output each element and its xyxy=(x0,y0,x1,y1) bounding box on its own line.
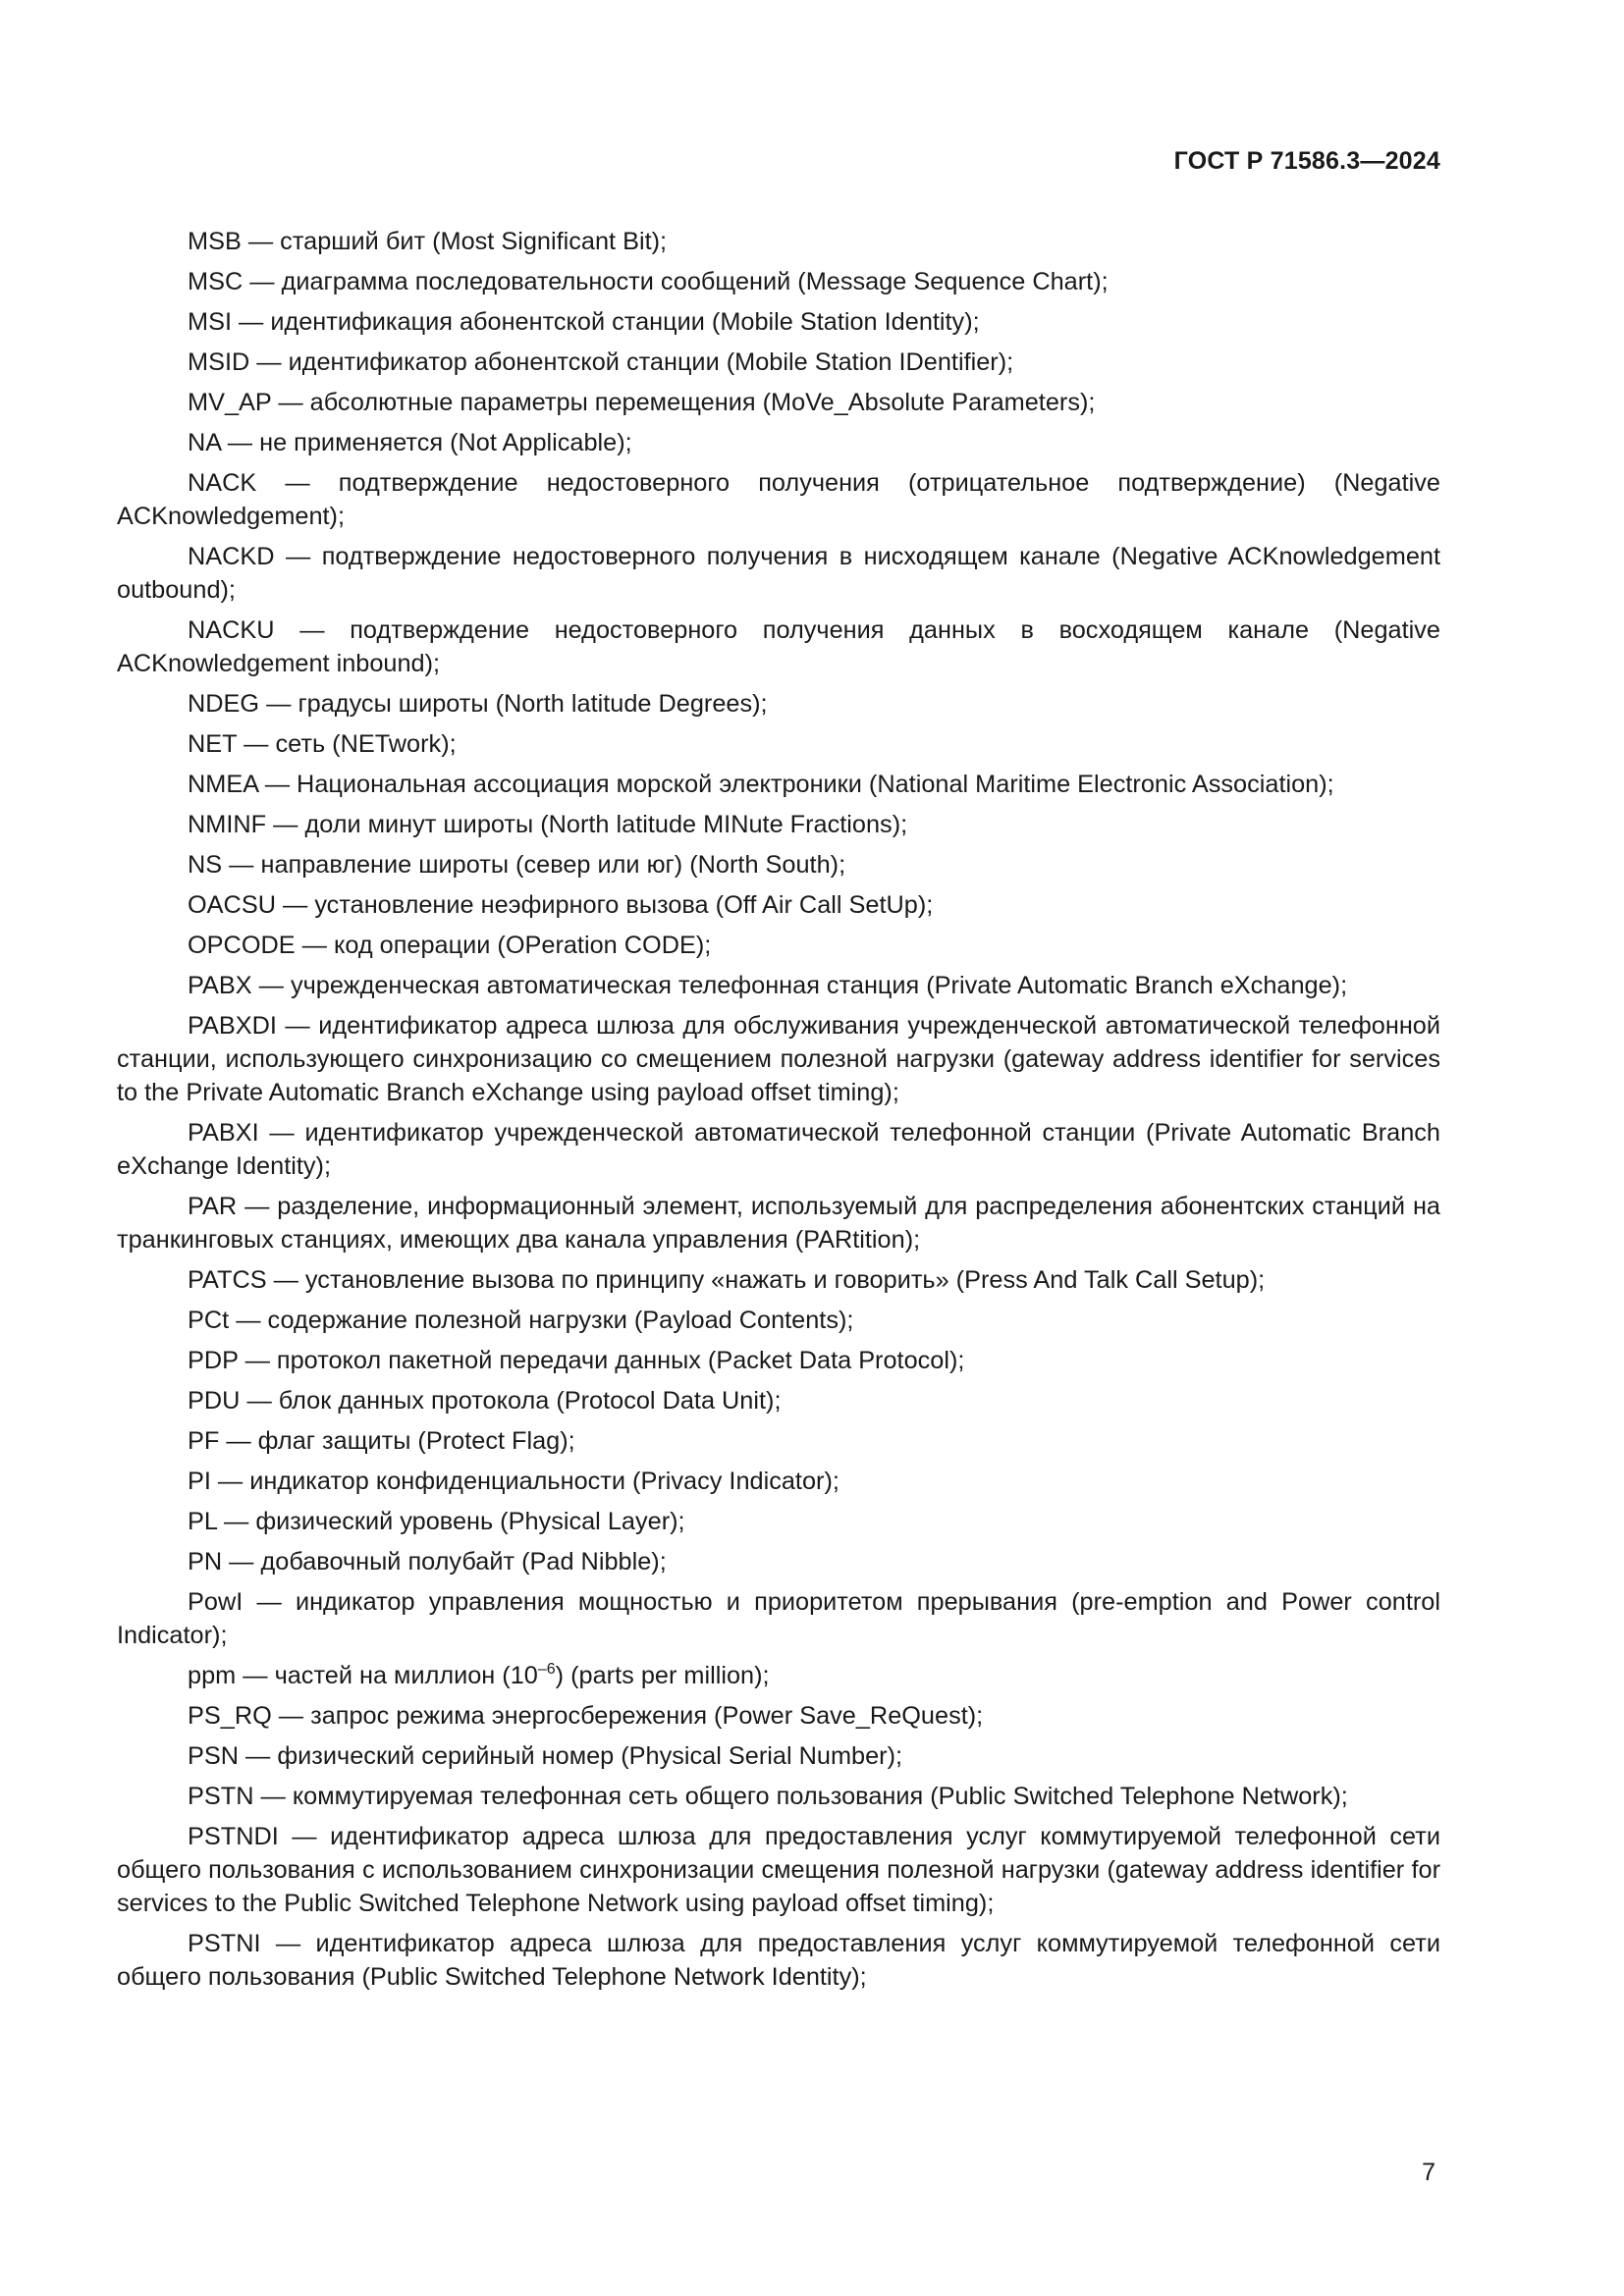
abbreviation-entry: NET — сеть (NETwork); xyxy=(188,730,457,758)
page-number: 7 xyxy=(1422,2159,1435,2186)
abbreviation-entry: PowI — индикатор управления мощностью и приоритетом прерывания (pre-emption and Power control Indicator); xyxy=(117,1588,1440,1649)
abbreviation-entry: PABXI — идентификатор учрежденческой автоматической телефонной станции (Private Automatic Branch eXchange Identity); xyxy=(117,1119,1440,1180)
abbreviation-entry: MSB — старший бит (Most Significant Bit); xyxy=(188,228,668,255)
abbreviation-entry: PAR — разделение, информационный элемент, используемый для распределения абонентских станций на транкинговых станциях, имеющих два канала управления (PARtition); xyxy=(117,1193,1440,1254)
abbreviation-entry: PATCS — установление вызова по принципу «нажать и говорить» (Press And Talk Call Setup); xyxy=(188,1266,1266,1294)
abbreviation-entry: PS_RQ — запрос режима энергосбережения (Power Save_ReQuest); xyxy=(188,1702,984,1730)
ppm-text-before: ppm — частей на миллион (10 xyxy=(188,1662,538,1689)
abbreviation-entry: PSN — физический серийный номер (Physical Serial Number); xyxy=(188,1742,903,1770)
abbreviation-entry: MSC — диаграмма последовательности сообщений (Message Sequence Chart); xyxy=(188,268,1109,295)
abbreviation-entry: MSI — идентификация абонентской станции (Mobile Station Identity); xyxy=(188,308,980,336)
abbreviation-entry: PDU — блок данных протокола (Protocol Data Unit); xyxy=(188,1387,782,1415)
abbreviation-entry-ppm xyxy=(117,1659,1440,1692)
abbreviation-entry: PABXDI — идентификатор адреса шлюза для обслуживания учрежденческой автоматической телефонной станции, использующего синхронизацию со смещением полезной нагрузки (gateway address identifier for services to the Private Automatic Branch eXchange using payload offset timing); xyxy=(117,1012,1440,1106)
abbreviation-entry: NDEG — градусы широты (North latitude Degrees); xyxy=(188,690,768,718)
abbreviation-entry: PABX — учрежденческая автоматическая телефонная станция (Private Automatic Branch eXchange); xyxy=(188,972,1348,999)
document-header: ГОСТ Р 71586.3—2024 xyxy=(1173,147,1440,175)
abbreviation-entry: PSTNI — идентификатор адреса шлюза для предоставления услуг коммутируемой телефонной сети общего пользования (Public Switched Telephone Network Identity); xyxy=(117,1930,1440,1991)
abbreviation-entry: NACK — подтверждение недостоверного получения (отрицательное подтверждение) (Negative ACKnowledgement); xyxy=(117,469,1440,530)
abbreviation-entry: OPCODE — код операции (OPeration CODE); xyxy=(188,932,712,959)
abbreviation-entry: NMEA — Национальная ассоциация морской электроники (National Maritime Electronic Association); xyxy=(188,771,1334,798)
abbreviation-entry: PDP — протокол пакетной передачи данных (Packet Data Protocol); xyxy=(188,1347,965,1374)
abbreviation-entry: NACKU — подтверждение недостоверного получения данных в восходящем канале (Negative ACKnowledgement inbound); xyxy=(117,616,1440,677)
abbreviation-entry: PCt — содержание полезной нагрузки (Payload Contents); xyxy=(188,1307,854,1334)
abbreviations-list xyxy=(117,225,1440,2001)
abbreviation-entry: NMINF — доли минут широты (North latitude MINute Fractions); xyxy=(188,811,908,838)
abbreviation-entry: PSTN — коммутируемая телефонная сеть общего пользования (Public Switched Telephone Network); xyxy=(188,1783,1348,1810)
abbreviation-entry: MSID — идентификатор абонентской станции (Mobile Station IDentifier); xyxy=(188,348,1014,376)
abbreviation-entry: OACSU — установление неэфирного вызова (Off Air Call SetUp); xyxy=(188,891,934,919)
abbreviation-entry: PF — флаг защиты (Protect Flag); xyxy=(188,1427,575,1455)
abbreviation-entry: NS — направление широты (север или юг) (North South); xyxy=(188,851,846,879)
abbreviation-entry: MV_AP — абсолютные параметры перемещения (MoVe_Absolute Parameters); xyxy=(188,389,1096,416)
ppm-text-after: ) (parts per million); xyxy=(555,1662,770,1689)
abbreviation-entry: PL — физический уровень (Physical Layer); xyxy=(188,1508,685,1535)
abbreviation-entry: PI — индикатор конфиденциальности (Privacy Indicator); xyxy=(188,1468,839,1495)
ppm-exponent: –6 xyxy=(537,1661,556,1678)
abbreviation-entry: PSTNDI — идентификатор адреса шлюза для предоставления услуг коммутируемой телефонной сети общего пользования с использованием синхронизации смещения полезной нагрузки (gateway address identifier for services to the Public Switched Telephone Network using payload offset timing); xyxy=(117,1823,1440,1917)
abbreviation-entry: NACKD — подтверждение недостоверного получения в нисходящем канале (Negative ACKnowledgement outbound); xyxy=(117,543,1440,604)
abbreviation-entry: PN — добавочный полубайт (Pad Nibble); xyxy=(188,1548,667,1575)
abbreviation-entry: NA — не применяется (Not Applicable); xyxy=(188,429,632,456)
